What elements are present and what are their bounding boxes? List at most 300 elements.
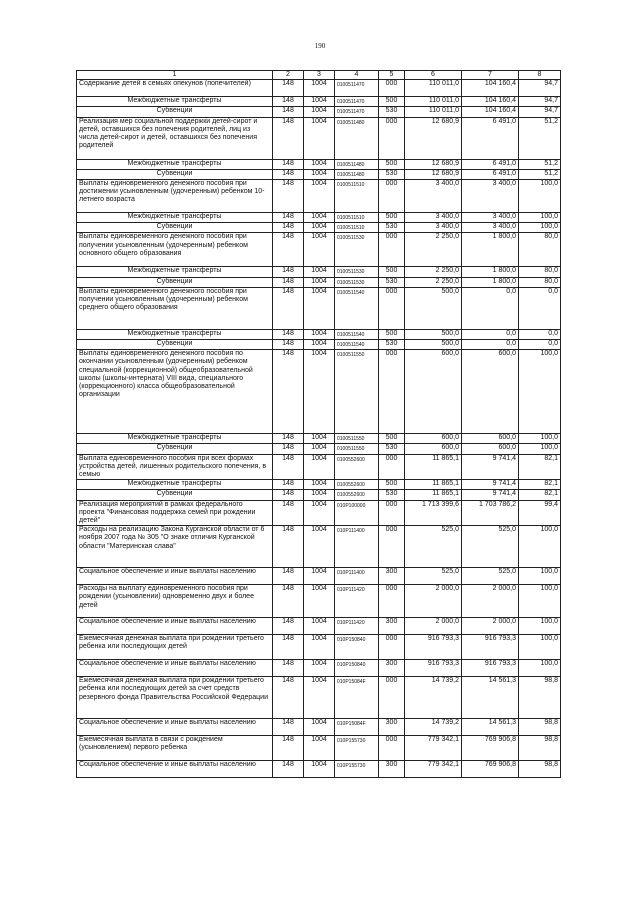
chapter-code: 148 <box>273 287 304 329</box>
expense-type-code: 000 <box>379 80 405 97</box>
target-item-code: 0100511510 <box>335 223 379 233</box>
execution-percent: 0,0 <box>519 287 561 329</box>
table-row <box>77 80 561 97</box>
line-item-name: Социальное обеспечение и иные выплаты населению <box>77 761 273 778</box>
target-item-code: 0100511530 <box>335 267 379 277</box>
line-item-name: Расходы на реализацию Закона Курганской области от 6 ноября 2007 года № 305 "О знаке отличия Курганской области "Материнская слава" <box>77 526 273 568</box>
expense-type-code: 000 <box>379 736 405 761</box>
chapter-code: 148 <box>273 480 304 490</box>
expense-type-code: 500 <box>379 480 405 490</box>
chapter-code: 148 <box>273 329 304 339</box>
execution-percent: 51,2 <box>519 169 561 179</box>
planned-amount: 600,0 <box>405 434 462 444</box>
execution-percent: 100,0 <box>519 660 561 677</box>
line-item-name: Межбюджетные трансферты <box>77 213 273 223</box>
target-item-code: 0100511470 <box>335 107 379 117</box>
table-row <box>77 287 561 329</box>
line-item-name: Межбюджетные трансферты <box>77 97 273 107</box>
planned-amount: 916 793,3 <box>405 635 462 660</box>
target-item-code: 0100552600 <box>335 480 379 490</box>
line-item-name: Выплаты единовременного денежного пособия при достижении усыновленным (удочеренным) ребенком 10-летнего возраста <box>77 180 273 213</box>
executed-amount: 104 160,4 <box>462 80 519 97</box>
line-item-name: Реализация мер социальной поддержки детей-сирот и детей, оставшихся без попечения родителей, лиц из числа детей-сирот и детей, оставшихся без попечения родителей <box>77 117 273 159</box>
chapter-code: 148 <box>273 223 304 233</box>
line-item-name: Содержание детей в семьях опекунов (попечителей) <box>77 80 273 97</box>
section-code: 1004 <box>304 660 335 677</box>
section-code: 1004 <box>304 97 335 107</box>
section-code: 1004 <box>304 329 335 339</box>
line-item-name: Социальное обеспечение и иные выплаты населению <box>77 660 273 677</box>
section-code: 1004 <box>304 490 335 500</box>
target-item-code: 0100511530 <box>335 233 379 267</box>
chapter-code: 148 <box>273 107 304 117</box>
line-item-name: Ежемесячная выплата в связи с рождением (усыновлением) первого ребенка <box>77 736 273 761</box>
executed-amount: 9 741,4 <box>462 480 519 490</box>
planned-amount: 3 400,0 <box>405 213 462 223</box>
executed-amount: 104 160,4 <box>462 107 519 117</box>
budget-table <box>76 70 561 778</box>
section-code: 1004 <box>304 180 335 213</box>
executed-amount: 6 491,0 <box>462 169 519 179</box>
planned-amount: 110 011,0 <box>405 107 462 117</box>
expense-type-code: 500 <box>379 97 405 107</box>
expense-type-code: 000 <box>379 350 405 434</box>
chapter-code: 148 <box>273 454 304 480</box>
header-cell-2: 2 <box>273 71 304 80</box>
executed-amount: 1 800,0 <box>462 267 519 277</box>
target-item-code: 0100511480 <box>335 159 379 169</box>
section-code: 1004 <box>304 267 335 277</box>
table-row <box>77 677 561 719</box>
line-item-name: Реализация мероприятий в рамках федерального проекта "Финансовая поддержка семей при рождении детей" <box>77 500 273 526</box>
planned-amount: 11 865,1 <box>405 454 462 480</box>
planned-amount: 600,0 <box>405 350 462 434</box>
chapter-code: 148 <box>273 180 304 213</box>
table-row <box>77 277 561 287</box>
target-item-code: 0100511540 <box>335 329 379 339</box>
section-code: 1004 <box>304 213 335 223</box>
section-code: 1004 <box>304 736 335 761</box>
expense-type-code: 000 <box>379 117 405 159</box>
execution-percent: 100,0 <box>519 618 561 635</box>
section-code: 1004 <box>304 500 335 526</box>
table-row <box>77 169 561 179</box>
executed-amount: 3 400,0 <box>462 213 519 223</box>
planned-amount: 2 000,0 <box>405 585 462 618</box>
target-item-code: 0100511470 <box>335 80 379 97</box>
table-row <box>77 329 561 339</box>
chapter-code: 148 <box>273 736 304 761</box>
line-item-name: Выплаты единовременного денежного пособия при получении усыновленным (удочеренным) ребенком основного общего образования <box>77 233 273 267</box>
target-item-code: 0100552600 <box>335 454 379 480</box>
planned-amount: 1 713 399,6 <box>405 500 462 526</box>
expense-type-code: 500 <box>379 329 405 339</box>
line-item-name: Социальное обеспечение и иные выплаты населению <box>77 719 273 736</box>
chapter-code: 148 <box>273 526 304 568</box>
planned-amount: 110 011,0 <box>405 97 462 107</box>
line-item-name: Межбюджетные трансферты <box>77 329 273 339</box>
target-item-code: 0100511550 <box>335 434 379 444</box>
chapter-code: 148 <box>273 233 304 267</box>
executed-amount: 6 491,0 <box>462 159 519 169</box>
table-row <box>77 180 561 213</box>
section-code: 1004 <box>304 568 335 585</box>
target-item-code: 010P111400 <box>335 526 379 568</box>
line-item-name: Межбюджетные трансферты <box>77 434 273 444</box>
line-item-name: Субвенции <box>77 107 273 117</box>
chapter-code: 148 <box>273 490 304 500</box>
execution-percent: 82,1 <box>519 454 561 480</box>
section-code: 1004 <box>304 169 335 179</box>
expense-type-code: 300 <box>379 618 405 635</box>
target-item-code: 0100552600 <box>335 490 379 500</box>
table-row <box>77 97 561 107</box>
execution-percent: 80,0 <box>519 233 561 267</box>
execution-percent: 98,8 <box>519 761 561 778</box>
executed-amount: 2 000,0 <box>462 585 519 618</box>
planned-amount: 11 865,1 <box>405 480 462 490</box>
planned-amount: 14 739,2 <box>405 719 462 736</box>
section-code: 1004 <box>304 444 335 454</box>
header-cell-7: 7 <box>462 71 519 80</box>
planned-amount: 3 400,0 <box>405 223 462 233</box>
target-item-code: 010P150840 <box>335 635 379 660</box>
section-code: 1004 <box>304 277 335 287</box>
expense-type-code: 300 <box>379 719 405 736</box>
header-cell-3: 3 <box>304 71 335 80</box>
execution-percent: 94,7 <box>519 80 561 97</box>
section-code: 1004 <box>304 585 335 618</box>
table-row <box>77 500 561 526</box>
section-code: 1004 <box>304 80 335 97</box>
target-item-code: 0100511510 <box>335 180 379 213</box>
table-row <box>77 223 561 233</box>
line-item-name: Социальное обеспечение и иные выплаты населению <box>77 618 273 635</box>
section-code: 1004 <box>304 340 335 350</box>
target-item-code: 010P15084F <box>335 719 379 736</box>
target-item-code: 010P111420 <box>335 585 379 618</box>
expense-type-code: 000 <box>379 500 405 526</box>
expense-type-code: 000 <box>379 233 405 267</box>
expense-type-code: 000 <box>379 526 405 568</box>
chapter-code: 148 <box>273 213 304 223</box>
expense-type-code: 000 <box>379 180 405 213</box>
chapter-code: 148 <box>273 277 304 287</box>
expense-type-code: 000 <box>379 677 405 719</box>
target-item-code: 0100511470 <box>335 97 379 107</box>
executed-amount: 525,0 <box>462 526 519 568</box>
section-code: 1004 <box>304 719 335 736</box>
executed-amount: 3 400,0 <box>462 223 519 233</box>
execution-percent: 100,0 <box>519 223 561 233</box>
expense-type-code: 000 <box>379 287 405 329</box>
executed-amount: 1 800,0 <box>462 233 519 267</box>
execution-percent: 51,2 <box>519 159 561 169</box>
table-row <box>77 635 561 660</box>
planned-amount: 14 739,2 <box>405 677 462 719</box>
planned-amount: 500,0 <box>405 340 462 350</box>
execution-percent: 100,0 <box>519 568 561 585</box>
planned-amount: 525,0 <box>405 568 462 585</box>
execution-percent: 100,0 <box>519 180 561 213</box>
table-row <box>77 434 561 444</box>
chapter-code: 148 <box>273 719 304 736</box>
section-code: 1004 <box>304 287 335 329</box>
executed-amount: 0,0 <box>462 329 519 339</box>
target-item-code: 010P100000 <box>335 500 379 526</box>
table-row <box>77 107 561 117</box>
target-item-code: 0100511510 <box>335 213 379 223</box>
expense-type-code: 530 <box>379 490 405 500</box>
execution-percent: 0,0 <box>519 340 561 350</box>
execution-percent: 98,8 <box>519 736 561 761</box>
expense-type-code: 530 <box>379 277 405 287</box>
expense-type-code: 530 <box>379 444 405 454</box>
executed-amount: 600,0 <box>462 434 519 444</box>
chapter-code: 148 <box>273 635 304 660</box>
execution-percent: 94,7 <box>519 97 561 107</box>
executed-amount: 1 800,0 <box>462 277 519 287</box>
line-item-name: Субвенции <box>77 277 273 287</box>
section-code: 1004 <box>304 117 335 159</box>
table-row <box>77 761 561 778</box>
planned-amount: 110 011,0 <box>405 80 462 97</box>
chapter-code: 148 <box>273 159 304 169</box>
expense-type-code: 000 <box>379 454 405 480</box>
executed-amount: 769 906,8 <box>462 761 519 778</box>
expense-type-code: 500 <box>379 434 405 444</box>
execution-percent: 98,8 <box>519 719 561 736</box>
target-item-code: 0100511480 <box>335 169 379 179</box>
chapter-code: 148 <box>273 97 304 107</box>
chapter-code: 148 <box>273 677 304 719</box>
execution-percent: 82,1 <box>519 490 561 500</box>
planned-amount: 12 680,9 <box>405 159 462 169</box>
chapter-code: 148 <box>273 267 304 277</box>
section-code: 1004 <box>304 107 335 117</box>
target-item-code: 0100511480 <box>335 117 379 159</box>
executed-amount: 6 491,0 <box>462 117 519 159</box>
expense-type-code: 500 <box>379 213 405 223</box>
executed-amount: 0,0 <box>462 340 519 350</box>
chapter-code: 148 <box>273 660 304 677</box>
planned-amount: 525,0 <box>405 526 462 568</box>
line-item-name: Ежемесячная денежная выплата при рождении третьего ребенка или последующих детей <box>77 635 273 660</box>
section-code: 1004 <box>304 350 335 434</box>
header-cell-5: 5 <box>379 71 405 80</box>
planned-amount: 2 250,0 <box>405 267 462 277</box>
execution-percent: 100,0 <box>519 635 561 660</box>
line-item-name: Ежемесячная денежная выплата при рождении третьего ребенка или последующих детей за счет средств резервного фонда Правительства Российской Федерации <box>77 677 273 719</box>
planned-amount: 600,0 <box>405 444 462 454</box>
table-row <box>77 660 561 677</box>
chapter-code: 148 <box>273 80 304 97</box>
chapter-code: 148 <box>273 434 304 444</box>
line-item-name: Межбюджетные трансферты <box>77 267 273 277</box>
execution-percent: 100,0 <box>519 350 561 434</box>
table-row <box>77 490 561 500</box>
target-item-code: 0100511530 <box>335 277 379 287</box>
table-row <box>77 267 561 277</box>
planned-amount: 500,0 <box>405 287 462 329</box>
chapter-code: 148 <box>273 761 304 778</box>
header-cell-4: 4 <box>335 71 379 80</box>
header-row <box>77 71 561 80</box>
expense-type-code: 530 <box>379 169 405 179</box>
table-row <box>77 480 561 490</box>
target-item-code: 0100511550 <box>335 350 379 434</box>
expense-type-code: 000 <box>379 585 405 618</box>
table-row <box>77 350 561 434</box>
expense-type-code: 530 <box>379 223 405 233</box>
execution-percent: 100,0 <box>519 213 561 223</box>
executed-amount: 104 160,4 <box>462 97 519 107</box>
line-item-name: Выплаты единовременного денежного пособия при получении усыновленным (удочеренным) ребенком среднего общего образования <box>77 287 273 329</box>
line-item-name: Субвенции <box>77 340 273 350</box>
execution-percent: 98,8 <box>519 677 561 719</box>
expense-type-code: 500 <box>379 159 405 169</box>
execution-percent: 80,0 <box>519 277 561 287</box>
planned-amount: 3 400,0 <box>405 180 462 213</box>
execution-percent: 82,1 <box>519 480 561 490</box>
target-item-code: 0100511540 <box>335 287 379 329</box>
table-row <box>77 233 561 267</box>
planned-amount: 779 342,1 <box>405 736 462 761</box>
planned-amount: 12 680,9 <box>405 117 462 159</box>
chapter-code: 148 <box>273 585 304 618</box>
table-body <box>77 71 561 778</box>
chapter-code: 148 <box>273 618 304 635</box>
executed-amount: 1 703 786,2 <box>462 500 519 526</box>
target-item-code: 0100511540 <box>335 340 379 350</box>
execution-percent: 100,0 <box>519 444 561 454</box>
line-item-name: Субвенции <box>77 169 273 179</box>
chapter-code: 148 <box>273 350 304 434</box>
line-item-name: Выплата единовременного пособия при всех формах устройства детей, лишенных родительского попечения, в семью <box>77 454 273 480</box>
line-item-name: Межбюджетные трансферты <box>77 480 273 490</box>
planned-amount: 779 342,1 <box>405 761 462 778</box>
execution-percent: 100,0 <box>519 585 561 618</box>
planned-amount: 916 793,3 <box>405 660 462 677</box>
executed-amount: 2 000,0 <box>462 618 519 635</box>
expense-type-code: 300 <box>379 660 405 677</box>
table-row <box>77 526 561 568</box>
table-row <box>77 736 561 761</box>
chapter-code: 148 <box>273 340 304 350</box>
target-item-code: 010P111400 <box>335 568 379 585</box>
section-code: 1004 <box>304 233 335 267</box>
executed-amount: 14 561,3 <box>462 677 519 719</box>
execution-percent: 0,0 <box>519 329 561 339</box>
section-code: 1004 <box>304 223 335 233</box>
line-item-name: Расходы на выплату единовременного пособия при рождении (усыновлении) одновременно двух и более детей <box>77 585 273 618</box>
header-cell-8: 8 <box>519 71 561 80</box>
line-item-name: Межбюджетные трансферты <box>77 159 273 169</box>
header-cell-6: 6 <box>405 71 462 80</box>
expense-type-code: 300 <box>379 761 405 778</box>
executed-amount: 600,0 <box>462 350 519 434</box>
executed-amount: 769 906,8 <box>462 736 519 761</box>
target-item-code: 010P155730 <box>335 761 379 778</box>
chapter-code: 148 <box>273 568 304 585</box>
target-item-code: 0100511550 <box>335 444 379 454</box>
executed-amount: 3 400,0 <box>462 180 519 213</box>
section-code: 1004 <box>304 454 335 480</box>
page-number: 190 <box>314 42 326 50</box>
executed-amount: 916 793,3 <box>462 635 519 660</box>
table-row <box>77 568 561 585</box>
table-row <box>77 213 561 223</box>
line-item-name: Субвенции <box>77 444 273 454</box>
table-row <box>77 618 561 635</box>
line-item-name: Выплаты единовременного денежного пособия по окончании усыновленным (удочеренным) ребенком специальной (коррекционной) общеобразовательной школы (школы-интерната) VIII вида, специального (коррекционного) класса общеобразовательной организации <box>77 350 273 434</box>
executed-amount: 9 741,4 <box>462 454 519 480</box>
executed-amount: 600,0 <box>462 444 519 454</box>
expense-type-code: 500 <box>379 267 405 277</box>
executed-amount: 525,0 <box>462 568 519 585</box>
section-code: 1004 <box>304 761 335 778</box>
section-code: 1004 <box>304 434 335 444</box>
executed-amount: 916 793,3 <box>462 660 519 677</box>
section-code: 1004 <box>304 677 335 719</box>
planned-amount: 2 250,0 <box>405 233 462 267</box>
table-row <box>77 159 561 169</box>
line-item-name: Субвенции <box>77 223 273 233</box>
chapter-code: 148 <box>273 117 304 159</box>
execution-percent: 99,4 <box>519 500 561 526</box>
expense-type-code: 530 <box>379 107 405 117</box>
section-code: 1004 <box>304 618 335 635</box>
planned-amount: 500,0 <box>405 329 462 339</box>
line-item-name: Субвенции <box>77 490 273 500</box>
chapter-code: 148 <box>273 444 304 454</box>
executed-amount: 14 561,3 <box>462 719 519 736</box>
target-item-code: 010P155730 <box>335 736 379 761</box>
table-row <box>77 340 561 350</box>
execution-percent: 80,0 <box>519 267 561 277</box>
table-row <box>77 444 561 454</box>
execution-percent: 100,0 <box>519 526 561 568</box>
line-item-name: Социальное обеспечение и иные выплаты населению <box>77 568 273 585</box>
execution-percent: 100,0 <box>519 434 561 444</box>
table-row <box>77 585 561 618</box>
executed-amount: 0,0 <box>462 287 519 329</box>
table-row <box>77 719 561 736</box>
section-code: 1004 <box>304 159 335 169</box>
planned-amount: 12 680,9 <box>405 169 462 179</box>
expense-type-code: 300 <box>379 568 405 585</box>
section-code: 1004 <box>304 480 335 490</box>
expense-type-code: 530 <box>379 340 405 350</box>
header-cell-1: 1 <box>77 71 273 80</box>
table-row <box>77 117 561 159</box>
planned-amount: 2 000,0 <box>405 618 462 635</box>
target-item-code: 010P111420 <box>335 618 379 635</box>
section-code: 1004 <box>304 526 335 568</box>
table-row <box>77 454 561 480</box>
execution-percent: 51,2 <box>519 117 561 159</box>
planned-amount: 2 250,0 <box>405 277 462 287</box>
planned-amount: 11 865,1 <box>405 490 462 500</box>
target-item-code: 010P15084F <box>335 677 379 719</box>
chapter-code: 148 <box>273 169 304 179</box>
executed-amount: 9 741,4 <box>462 490 519 500</box>
chapter-code: 148 <box>273 500 304 526</box>
execution-percent: 94,7 <box>519 107 561 117</box>
target-item-code: 010P150840 <box>335 660 379 677</box>
expense-type-code: 000 <box>379 635 405 660</box>
section-code: 1004 <box>304 635 335 660</box>
